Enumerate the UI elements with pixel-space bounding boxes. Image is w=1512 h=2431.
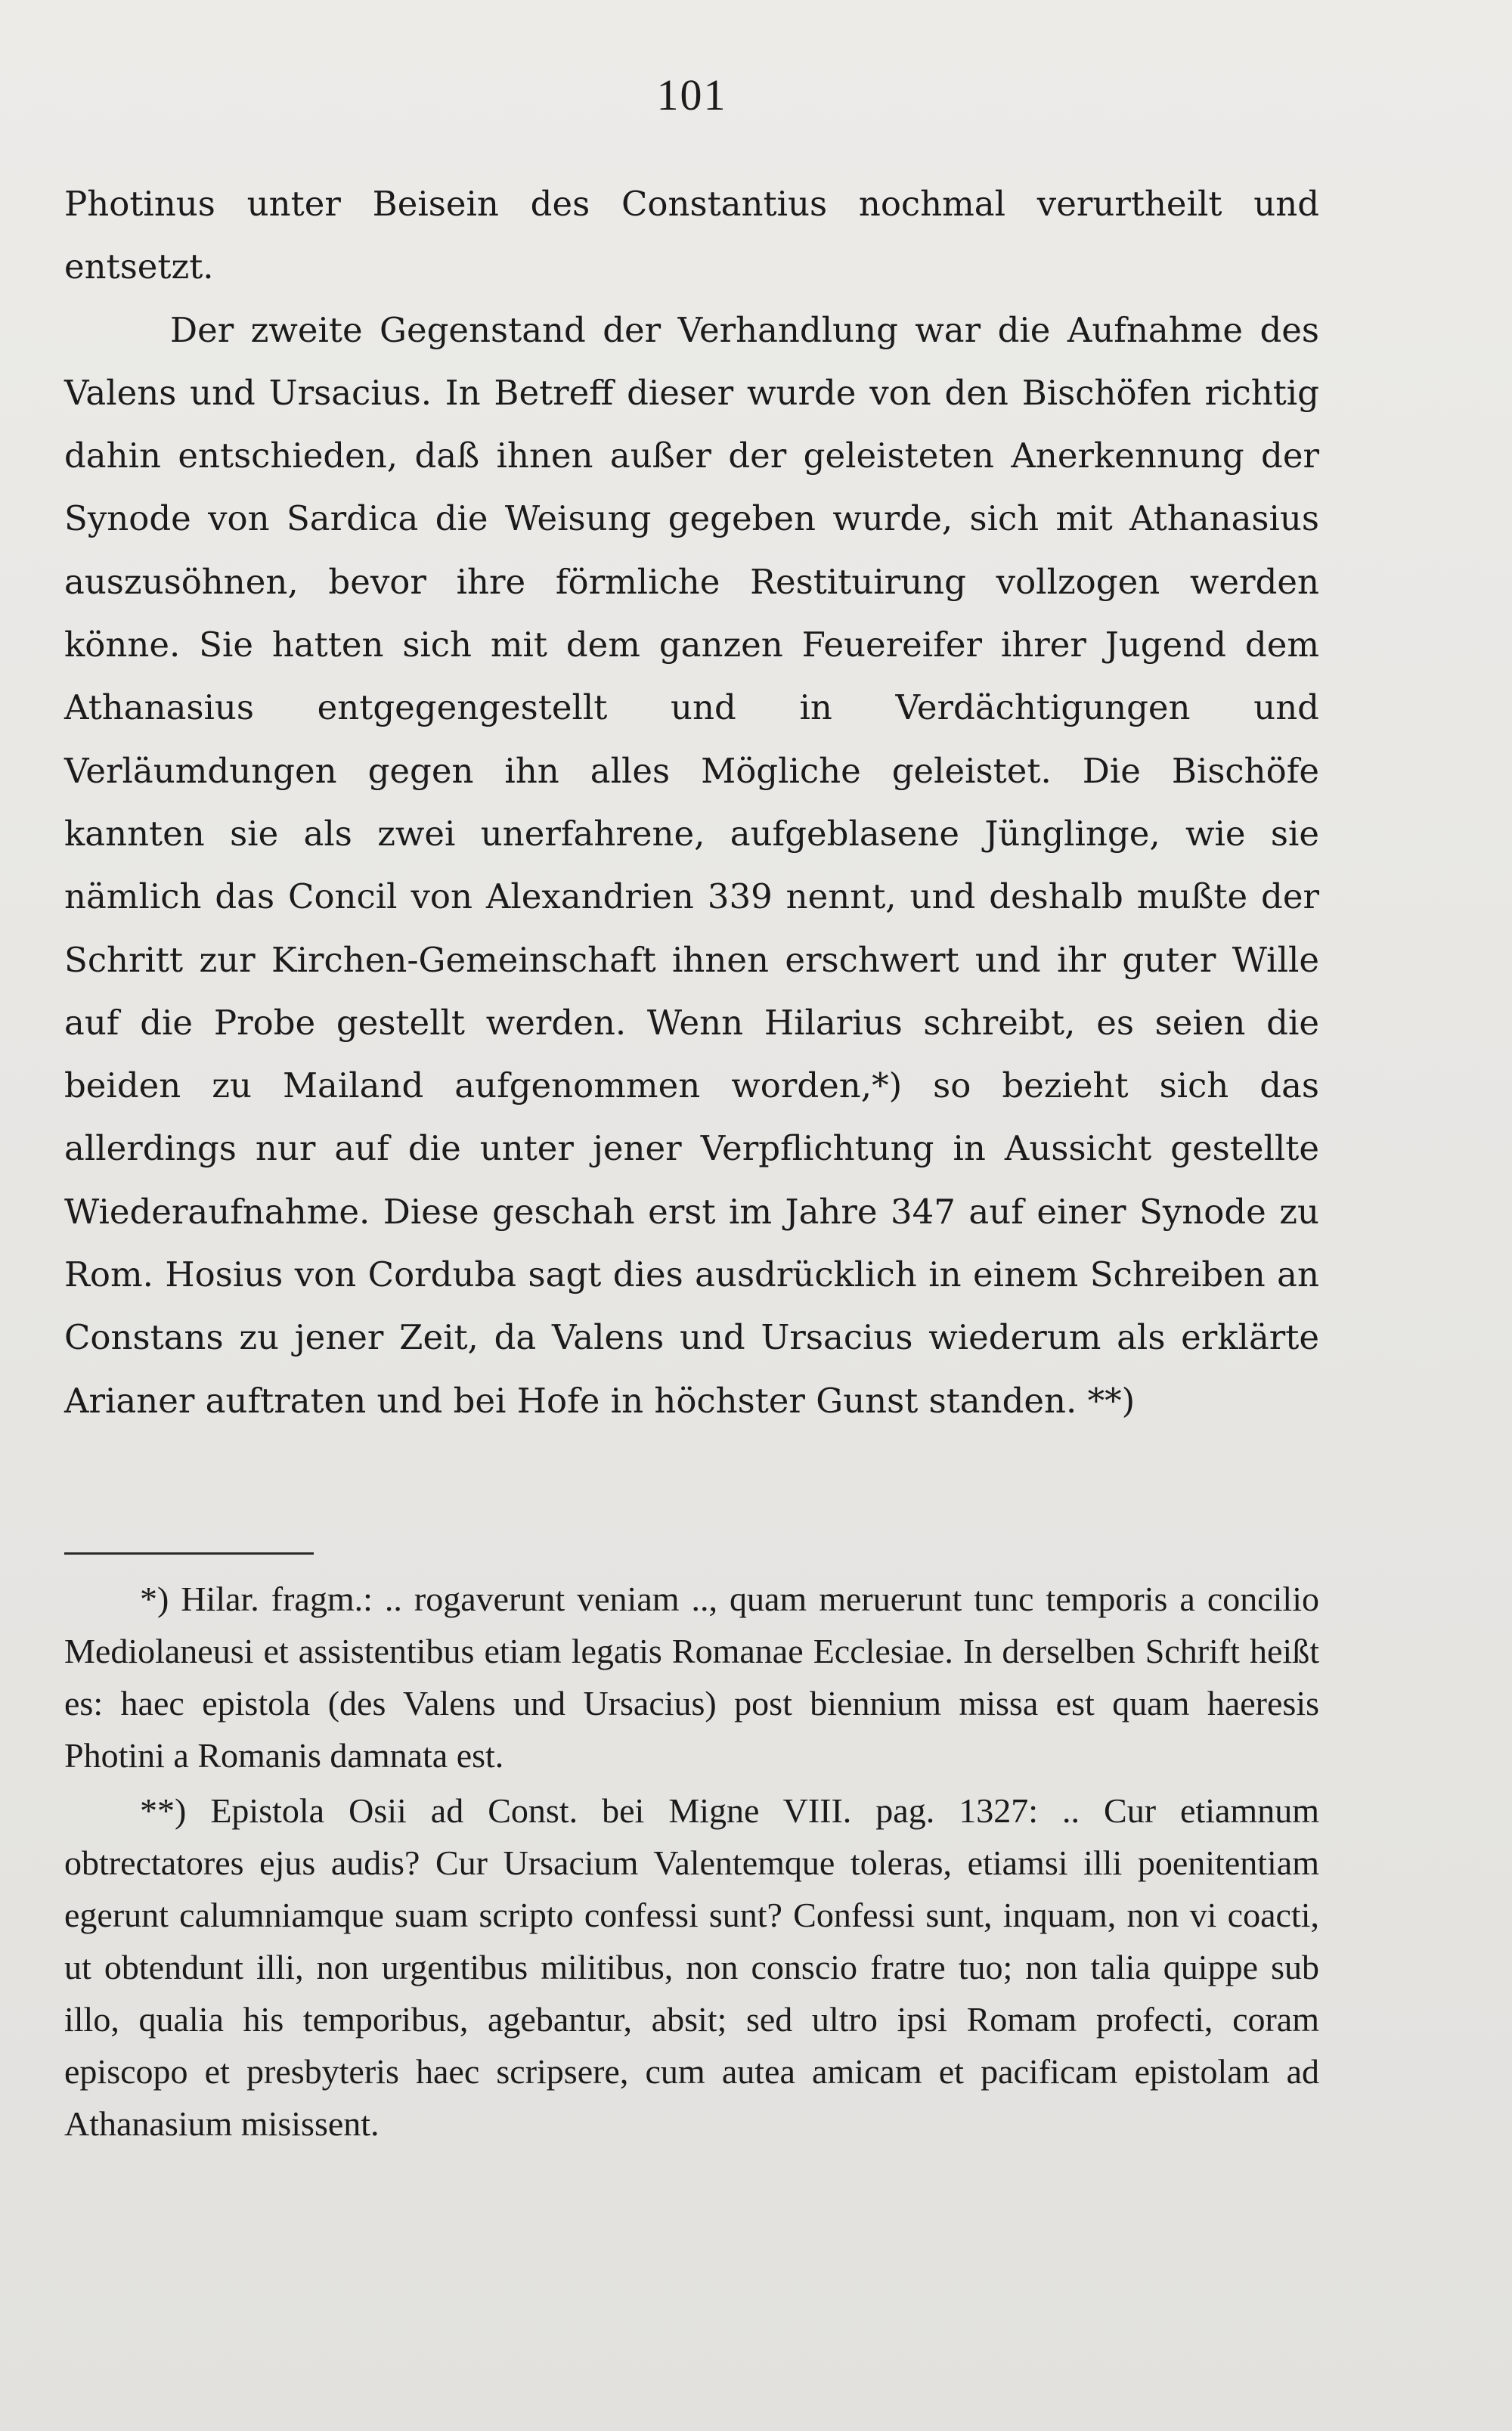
footnote-divider	[64, 1552, 314, 1555]
footnote-2: **) Epistola Osii ad Const. bei Migne VIII. pag. 1327: .. Cur etiamnum obtrectatores ejus audis? Cur Ursacium Valentemque toleras, etiamsi illi poenitentiam egerunt calumniamque suam scripto confessi sunt? Confessi sunt, inquam, non vi coacti, ut obtendunt illi, non urgentibus militibus, non conscio fratre tuo; non talia quippe sub illo, qualia his temporibus, agebantur, absit; sed ultro ipsi Romam profecti, coram episcopo et presbyteris haec scripsere, cum autea amicam et pacificam epistolam ad Athanasium misissent.	[64, 1791, 1319, 2143]
paragraph-second-topic: Der zweite Gegenstand der Verhandlung war die Aufnahme des Valens und Ursacius. In Betreff dieser wurde von den Bischöfen richtig dahin entschieden, daß ihnen außer der geleisteten Anerkennung der Synode von Sardica die Weisung gegeben wurde, sich mit Athanasius auszusöhnen, bevor ihre förmliche Restituirung vollzogen werden könne. Sie hatten sich mit dem ganzen Feuereifer ihrer Jugend dem Athanasius entgegengestellt und in Verdächtigungen und Verläumdungen gegen ihn alles Mögliche geleistet. Die Bischöfe kannten sie als zwei unerfahrene, aufgeblasene Jünglinge, wie sie nämlich das Concil von Alexandrien 339 nennt, und deshalb mußte der Schritt zur Kirchen-Gemeinschaft ihnen erschwert und ihr guter Wille auf die Probe gestellt werden. Wenn Hilarius schreibt, es seien die beiden zu Mailand aufgenommen worden,*) so bezieht sich das allerdings nur auf die unter jener Verpflichtung in Aussicht gestellte Wiederaufnahme. Diese geschah erst im Jahre 347 auf einer Synode zu Rom. Hosius von Corduba sagt dies ausdrücklich in einem Schreiben an Constans zu jener Zeit, da Valens und Ursacius wiederum als erklärte Arianer auftraten und bei Hofe in höchster Gunst standen. **)	[64, 309, 1319, 1421]
footnotes	[64, 1573, 1319, 2150]
main-text	[64, 172, 1319, 1432]
footnote-1: *) Hilar. fragm.: .. rogaverunt veniam .., quam meruerunt tunc temporis a concilio Mediolaneusi et assistentibus etiam legatis Romanae Ecclesiae. In derselben Schrift heißt es: haec epistola (des Valens und Ursacius) post biennium missa est quam haeresis Photini a Romanis damnata est.	[64, 1580, 1319, 1775]
paragraph-continuation: Photinus unter Beisein des Constantius nochmal verurtheilt und entsetzt.	[64, 184, 1319, 287]
page-number: 101	[656, 70, 727, 119]
